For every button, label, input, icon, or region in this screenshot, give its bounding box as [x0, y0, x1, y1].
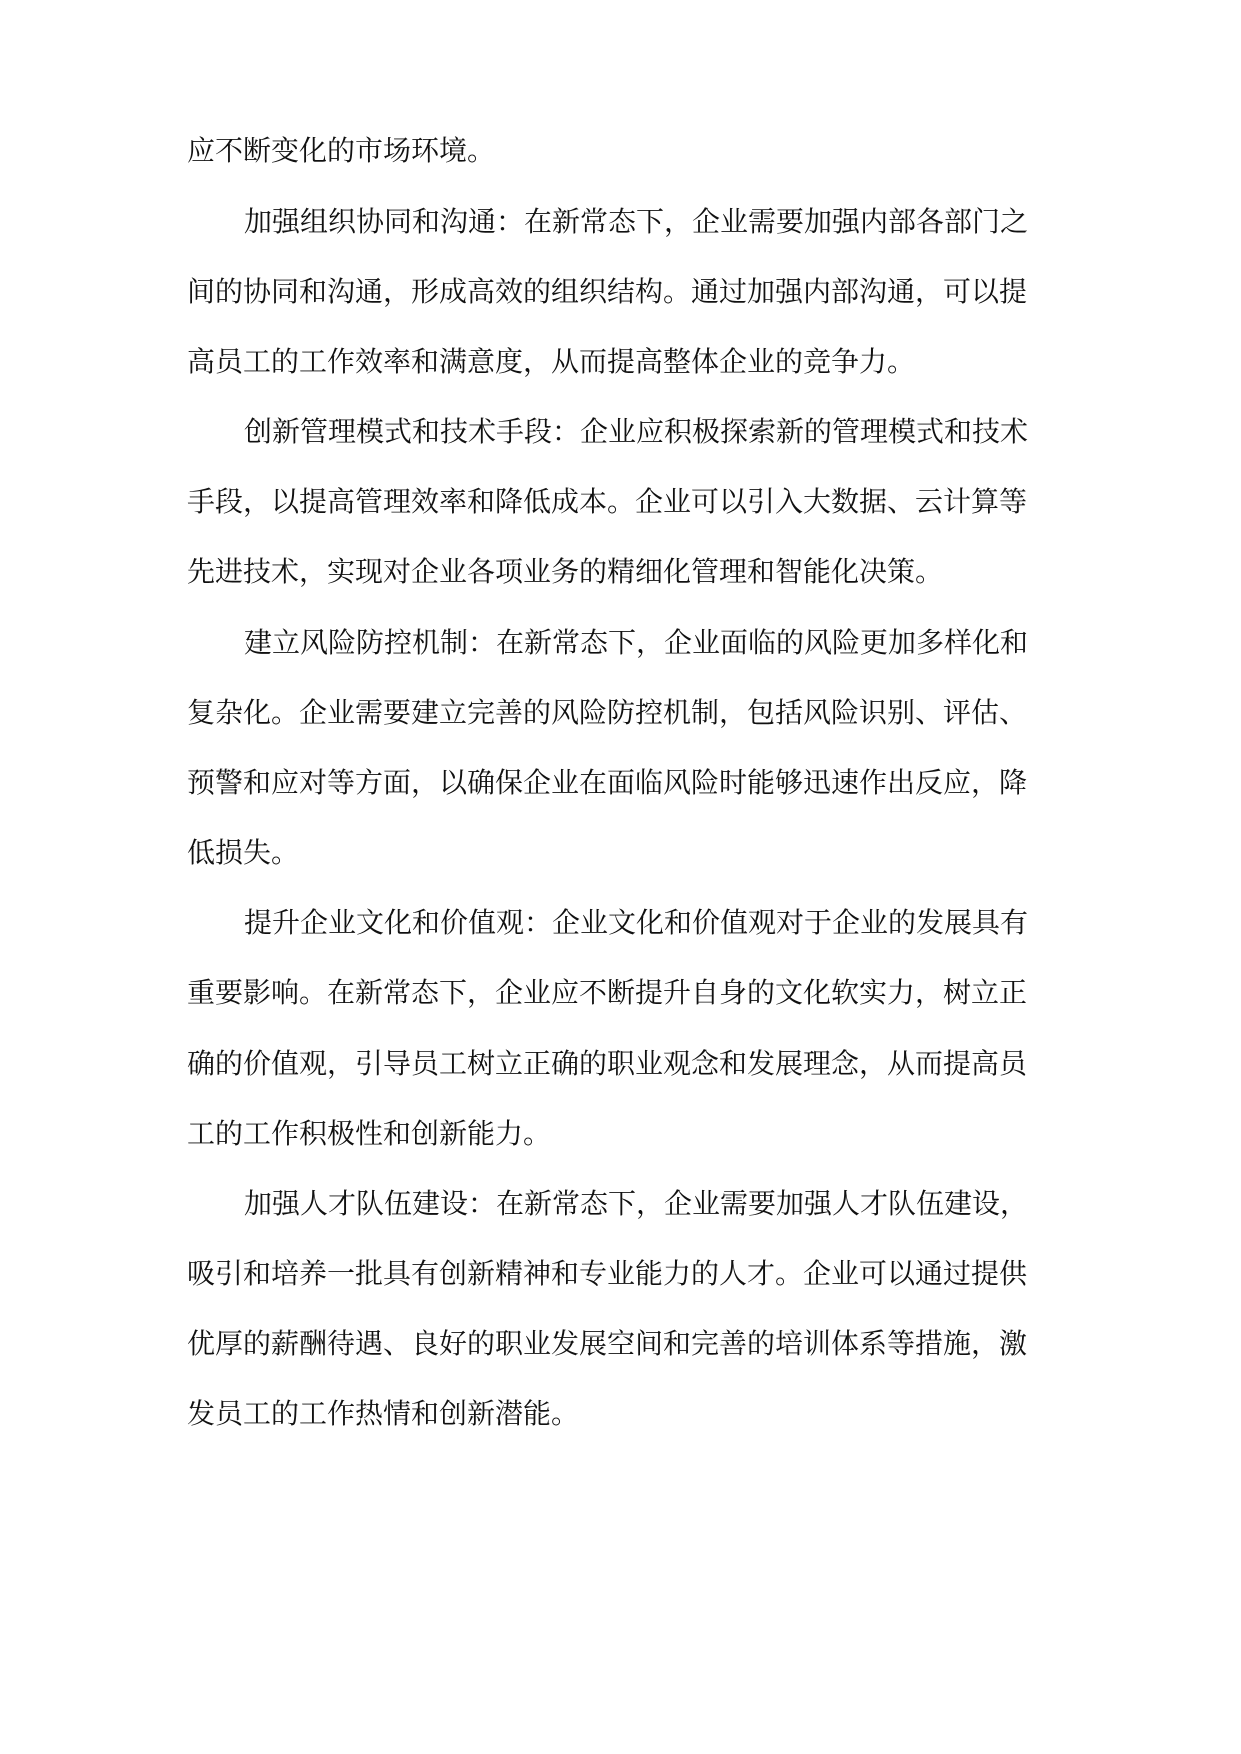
- paragraph-6-line-4: 发员工的工作热情和创新潜能。: [187, 1397, 580, 1430]
- paragraph-5-line-2: 重要影响。在新常态下，企业应不断提升自身的文化软实力，树立正: [187, 976, 1028, 1009]
- paragraph-6-line-3: 优厚的薪酬待遇、良好的职业发展空间和完善的培训体系等措施，激: [187, 1327, 1028, 1360]
- paragraph-3-line-2: 手段，以提高管理效率和降低成本。企业可以引入大数据、云计算等: [187, 485, 1028, 518]
- paragraph-5-line-4: 工的工作积极性和创新能力。: [187, 1117, 552, 1150]
- paragraph-1-line-1: 应不断变化的市场环境。: [187, 134, 496, 167]
- paragraph-4-line-3: 预警和应对等方面，以确保企业在面临风险时能够迅速作出反应，降: [187, 766, 1028, 799]
- paragraph-4-line-1: 建立风险防控机制：在新常态下，企业面临的风险更加多样化和: [244, 626, 1029, 659]
- paragraph-3-line-1: 创新管理模式和技术手段：企业应积极探索新的管理模式和技术: [244, 415, 1029, 448]
- paragraph-6-line-2: 吸引和培养一批具有创新精神和专业能力的人才。企业可以通过提供: [187, 1257, 1028, 1290]
- paragraph-4-line-2: 复杂化。企业需要建立完善的风险防控机制，包括风险识别、评估、: [187, 696, 1028, 729]
- paragraph-4-line-4: 低损失。: [187, 836, 300, 869]
- paragraph-6-line-1: 加强人才队伍建设：在新常态下，企业需要加强人才队伍建设，: [244, 1187, 1029, 1220]
- paragraph-5-line-3: 确的价值观，引导员工树立正确的职业观念和发展理念，从而提高员: [187, 1047, 1028, 1080]
- paragraph-2-line-3: 高员工的工作效率和满意度，从而提高整体企业的竞争力。: [187, 345, 916, 378]
- paragraph-3-line-3: 先进技术，实现对企业各项业务的精细化管理和智能化决策。: [187, 555, 944, 588]
- paragraph-5-line-1: 提升企业文化和价值观：企业文化和价值观对于企业的发展具有: [244, 906, 1029, 939]
- paragraph-2-line-1: 加强组织协同和沟通：在新常态下，企业需要加强内部各部门之: [244, 205, 1029, 238]
- paragraph-2-line-2: 间的协同和沟通，形成高效的组织结构。通过加强内部沟通，可以提: [187, 275, 1028, 308]
